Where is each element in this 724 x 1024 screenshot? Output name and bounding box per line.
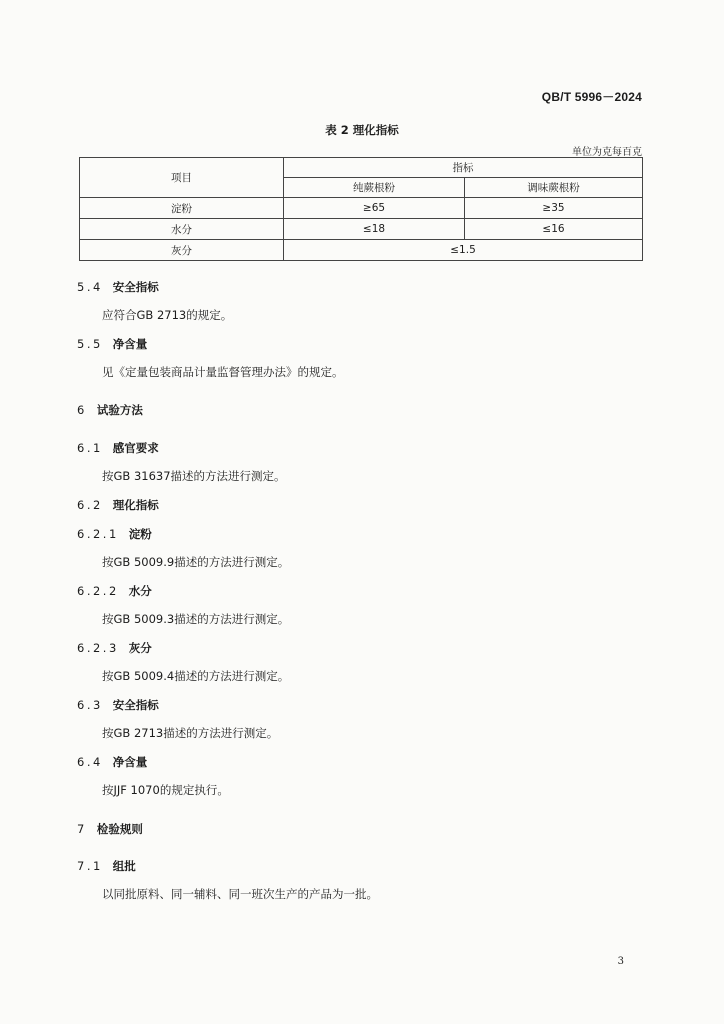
standard-number: QB/T 5996－2024 [541, 90, 642, 104]
spec-table [79, 157, 643, 261]
section-body: 以同批原料、同一辅料、同一班次生产的产品为一批。 [102, 887, 378, 901]
section-heading: 6.2.1 淀粉 [77, 527, 152, 541]
table-row [80, 198, 643, 219]
section-heading: 7 检验规则 [77, 822, 143, 836]
row-value-b: ≥35 [465, 198, 643, 219]
row-item: 灰分 [80, 240, 284, 261]
table-title: 表 2 理化指标 [325, 123, 399, 137]
table-unit: 单位为克每百克 [572, 147, 642, 158]
section-body: 见《定量包装商品计量监督管理办法》的规定。 [102, 365, 344, 379]
row-item: 水分 [80, 219, 284, 240]
section-body: 按GB 5009.9描述的方法进行测定。 [102, 555, 290, 569]
section-body: 按GB 5009.3描述的方法进行测定。 [102, 612, 290, 626]
section-heading: 6.2.3 灰分 [77, 641, 152, 655]
section-body: 按GB 31637描述的方法进行测定。 [102, 469, 286, 483]
page-number: 3 [617, 956, 624, 967]
section-body: 按JJF 1070的规定执行。 [102, 783, 229, 797]
section-heading: 6.2 理化指标 [77, 498, 159, 512]
section-body: 按GB 2713描述的方法进行测定。 [102, 726, 279, 740]
section-heading: 6.1 感官要求 [77, 441, 159, 455]
table-row [80, 240, 643, 261]
header-indicator: 指标 [284, 158, 643, 178]
section-body: 应符合GB 2713的规定。 [102, 308, 233, 322]
section-heading: 6.3 安全指标 [77, 698, 159, 712]
row-value-a: ≤18 [284, 219, 465, 240]
row-value-merged: ≤1.5 [284, 240, 643, 261]
header-pure-fern-flour: 纯蕨根粉 [284, 178, 465, 198]
section-body: 按GB 5009.4描述的方法进行测定。 [102, 669, 290, 683]
section-heading: 7.1 组批 [77, 859, 136, 873]
row-value-b: ≤16 [465, 219, 643, 240]
section-heading: 5.5 净含量 [77, 337, 148, 351]
section-heading: 6.2.2 水分 [77, 584, 152, 598]
section-heading: 6 试验方法 [77, 403, 143, 417]
section-heading: 6.4 净含量 [77, 755, 148, 769]
row-item: 淀粉 [80, 198, 284, 219]
header-item: 项目 [80, 158, 284, 198]
header-seasoned-fern-flour: 调味蕨根粉 [465, 178, 643, 198]
table-row [80, 219, 643, 240]
section-heading: 5.4 安全指标 [77, 280, 159, 294]
row-value-a: ≥65 [284, 198, 465, 219]
